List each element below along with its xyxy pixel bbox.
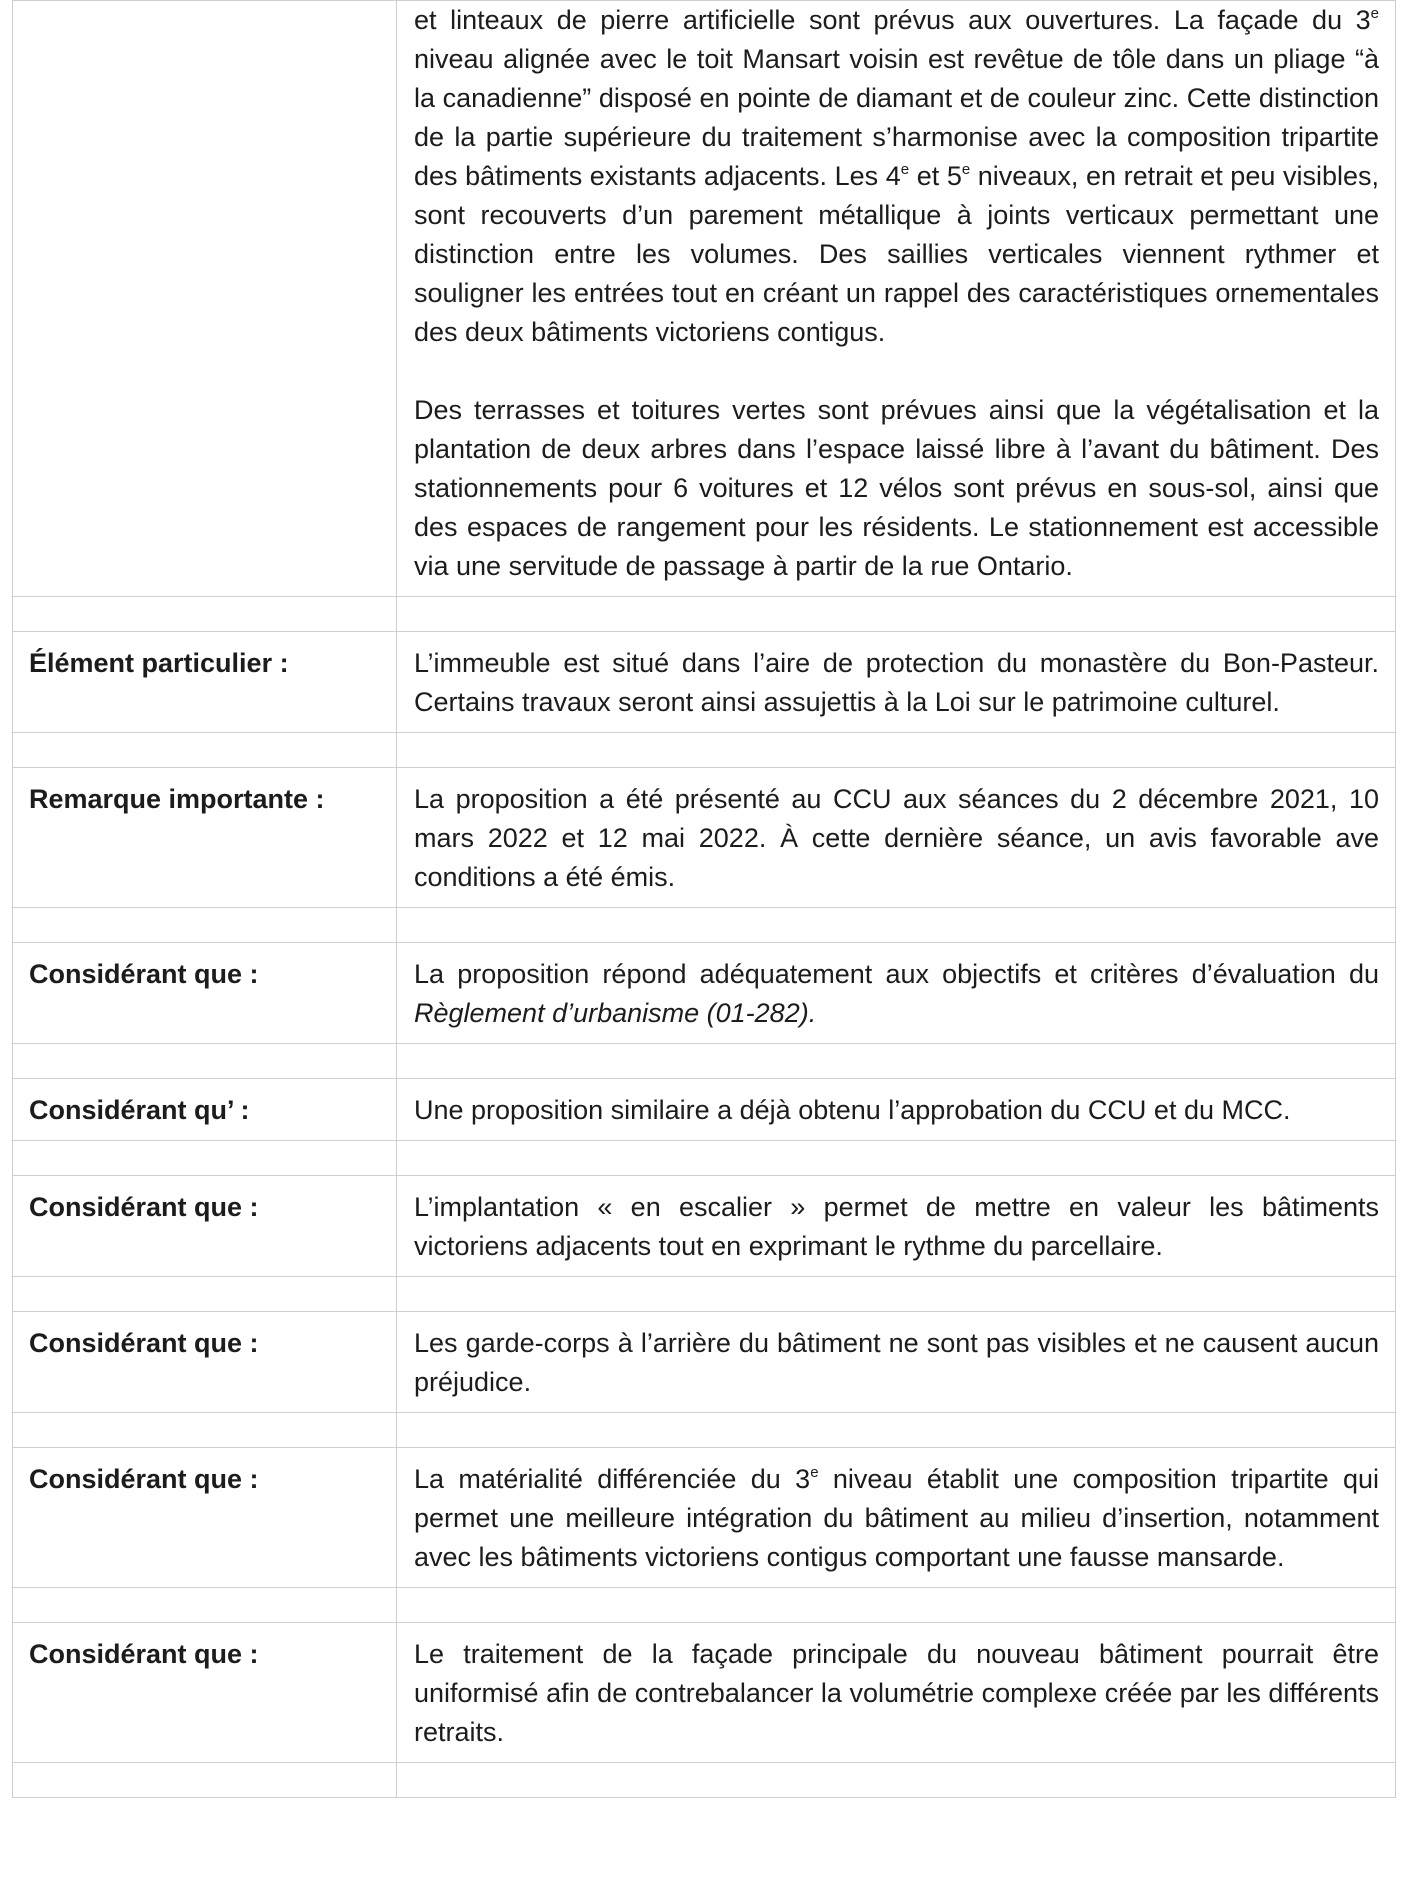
- ordinal-superscript: e: [961, 161, 971, 178]
- continuation-text-cell: [397, 1, 1396, 597]
- spacer-row: [13, 733, 1396, 768]
- continuation-paragraph-2: Des terrasses et toitures vertes sont prévues ainsi que la végétalisation et la plantation de deux arbres dans l’espace laissé libre à l’avant du bâtiment. Des stationnements pour 6 voitures et 12 vélos sont prévus en sous-sol, ainsi que des espaces de rangement pour les résidents. Le stationnement est accessible via une servitude de passage à partir de la rue Ontario.: [414, 395, 1379, 581]
- spacer-cell: [397, 1413, 1396, 1448]
- row-label: Élément particulier :: [13, 632, 397, 733]
- spacer-cell: [13, 908, 397, 943]
- ordinal-superscript: e: [810, 1464, 819, 1481]
- spacer-cell: [397, 908, 1396, 943]
- spacer-row: [13, 1588, 1396, 1623]
- ordinal-superscript: e: [1370, 5, 1379, 22]
- spacer-cell: [13, 1413, 397, 1448]
- table-row: [13, 768, 1396, 908]
- spacer-cell: [397, 597, 1396, 632]
- spacer-row: [13, 1044, 1396, 1079]
- row-text: [397, 1448, 1396, 1588]
- spacer-row: [13, 1763, 1396, 1798]
- row-text: [397, 768, 1396, 908]
- row-text: [397, 1312, 1396, 1413]
- row-text-prefix: La proposition répond adéquatement aux objectifs et critères d’évaluation du: [414, 959, 1379, 989]
- spacer-cell: [13, 733, 397, 768]
- row-text: [397, 632, 1396, 733]
- continuation-row: [13, 1, 1396, 597]
- row-text: [397, 1079, 1396, 1141]
- row-text: [397, 1176, 1396, 1277]
- regulation-title: Règlement d’urbanisme (01-282).: [414, 998, 817, 1028]
- row-label: Remarque importante :: [13, 768, 397, 908]
- spacer-cell: [397, 1763, 1396, 1798]
- spacer-cell: [13, 1044, 397, 1079]
- spacer-cell: [397, 1044, 1396, 1079]
- row-label: Considérant que :: [13, 1623, 397, 1763]
- spacer-row: [13, 1413, 1396, 1448]
- spacer-cell: [397, 1277, 1396, 1312]
- document-table: [12, 0, 1396, 1798]
- table-row: [13, 632, 1396, 733]
- spacer-cell: [397, 1141, 1396, 1176]
- spacer-row: [13, 908, 1396, 943]
- row-label: Considérant que :: [13, 1448, 397, 1588]
- row-text: [397, 1623, 1396, 1763]
- table-row: [13, 1312, 1396, 1413]
- table-row: [13, 1176, 1396, 1277]
- row-text-content: L’immeuble est situé dans l’aire de protection du monastère du Bon-Pasteur. Certains travaux seront ainsi assujettis à la Loi sur le patrimoine culturel.: [414, 648, 1379, 717]
- row-text-content: Les garde-corps à l’arrière du bâtiment ne sont pas visibles et ne causent aucun préjudice.: [414, 1328, 1379, 1397]
- table-row: [13, 1448, 1396, 1588]
- row-text-content: La proposition a été présenté au CCU aux séances du 2 décembre 2021, 10 mars 2022 et 12 mai 2022. À cette dernière séance, un avis favorable ave conditions a été émis.: [414, 784, 1379, 892]
- spacer-cell: [397, 733, 1396, 768]
- row-text-content: L’implantation « en escalier » permet de mettre en valeur les bâtiments victoriens adjacents tout en exprimant le rythme du parcellaire.: [414, 1192, 1379, 1261]
- spacer-cell: [13, 597, 397, 632]
- spacer-cell: [397, 1588, 1396, 1623]
- spacer-cell: [13, 1277, 397, 1312]
- table-row: [13, 1623, 1396, 1763]
- spacer-row: [13, 1141, 1396, 1176]
- row-text-content: Une proposition similaire a déjà obtenu l’approbation du CCU et du MCC.: [414, 1095, 1291, 1125]
- spacer-row: [13, 1277, 1396, 1312]
- row-label: Considérant que :: [13, 1176, 397, 1277]
- table-row: [13, 943, 1396, 1044]
- row-label: Considérant qu’ :: [13, 1079, 397, 1141]
- spacer-cell: [13, 1588, 397, 1623]
- continuation-paragraph-1: et linteaux de pierre artificielle sont prévus aux ouvertures. La façade du 3e niveau alignée avec le toit Mansart voisin est revêtue de tôle dans un pliage “à la canadienne” disposé en pointe de diamant et de couleur zinc. Cette distinction de la partie supérieure du traitement s’harmonise avec la composition tripartite des bâtiments existants adjacents. Les 4e et 5e niveaux, en retrait et peu visibles, sont recouverts d’un parement métallique à joints verticaux permettant une distinction entre les volumes. Des saillies verticales viennent rythmer et souligner les entrées tout en créant un rappel des caractéristiques ornementales des deux bâtiments victoriens contigus.: [414, 5, 1379, 347]
- table-row: [13, 1079, 1396, 1141]
- row-text-content: La matérialité différenciée du 3e niveau établit une composition tripartite qui permet une meilleure intégration du bâtiment au milieu d’insertion, notamment avec les bâtiments victoriens contigus comportant une fausse mansarde.: [414, 1464, 1379, 1572]
- row-label: Considérant que :: [13, 1312, 397, 1413]
- spacer-row: [13, 597, 1396, 632]
- spacer-cell: [13, 1763, 397, 1798]
- row-label: Considérant que :: [13, 943, 397, 1044]
- table-body: [13, 1, 1396, 1798]
- row-text-content: Le traitement de la façade principale du nouveau bâtiment pourrait être uniformisé afin de contrebalancer la volumétrie complexe créée par les différents retraits.: [414, 1639, 1379, 1747]
- ordinal-superscript: e: [900, 161, 910, 178]
- spacer-cell: [13, 1141, 397, 1176]
- row-text: [397, 943, 1396, 1044]
- continuation-label-cell: [13, 1, 397, 597]
